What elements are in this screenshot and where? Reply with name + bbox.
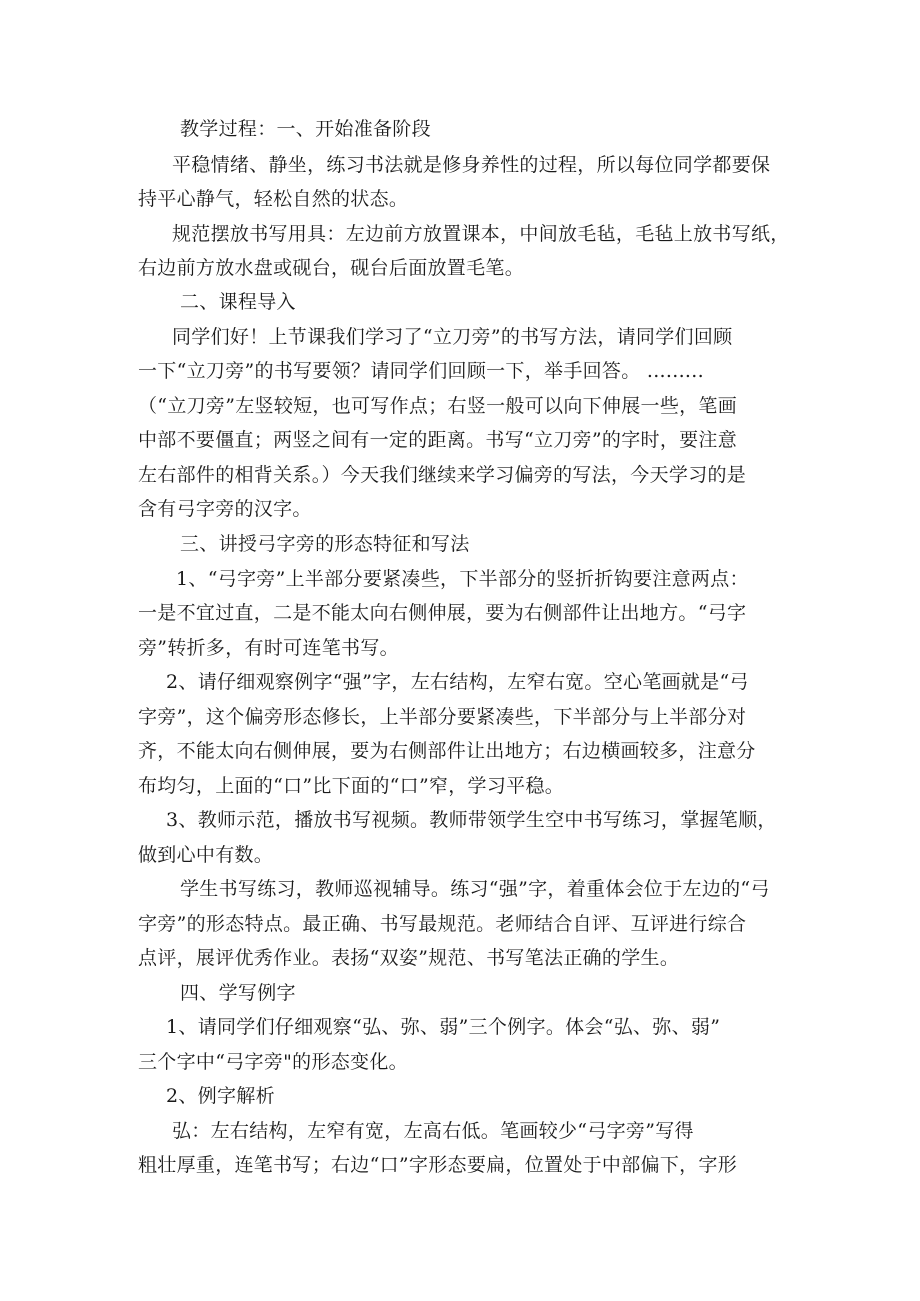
paragraph-line: 字旁”，这个偏旁形态修长，上半部分要紧凑些，下半部分与上半部分对 [138, 706, 747, 728]
paragraph-line: 含有弓字旁的汉字。 [138, 498, 312, 520]
paragraph-line: 规范摆放书写用具：左边前方放置课本，中间放毛毡，毛毡上放书写纸， [172, 223, 790, 245]
paragraph-line: 字旁”的形态特点。最正确、书写最规范。老师结合自评、互评进行综合 [138, 913, 747, 935]
paragraph-line: 做到心中有数。 [138, 844, 274, 866]
paragraph-line: 中部不要僵直；两竖之间有一定的距离。书写“立刀旁”的字时，要注意 [138, 429, 738, 451]
heading-teaching-process: 教学过程：一、开始准备阶段 [180, 118, 431, 140]
heading-example-characters: 四、学写例字 [180, 982, 296, 1004]
paragraph-line: 左右部件的相背关系。）今天我们继续来学习偏旁的写法，今天学习的是 [138, 464, 747, 486]
paragraph-line: 三个字中“弓字旁"的形态变化。 [138, 1051, 408, 1073]
paragraph-line: 点评，展评优秀作业。表扬“双姿”规范、书写笔法正确的学生。 [138, 947, 680, 969]
paragraph-line: 旁”转折多，有时可连笔书写。 [138, 637, 399, 659]
heading-course-intro: 二、课程导入 [180, 291, 296, 313]
paragraph-line: 平稳情绪、静坐，练习书法就是修身养性的过程，所以每位同学都要保 [172, 154, 771, 176]
paragraph-line: 1、“弓字旁”上半部分要紧凑些，下半部分的竖折折钩要注意两点： [176, 568, 749, 590]
paragraph-line: 粗壮厚重，连笔书写；右边“口”字形态要扁，位置处于中部偏下，字形 [138, 1154, 738, 1176]
paragraph-line: 右边前方放水盘或砚台，砚台后面放置毛笔。 [138, 257, 525, 279]
paragraph-line: （“立刀旁”左竖较短，也可写作点；右竖一般可以向下伸展一些，笔画 [138, 395, 738, 417]
paragraph-line: 一是不宜过直，二是不能太向右侧伸展，要为右侧部件让出地方。“弓字 [138, 602, 747, 624]
paragraph-line: 3、教师示范，播放书写视频。教师带领学生空中书写练习，掌握笔顺， [166, 809, 777, 831]
heading-radical-features: 三、讲授弓字旁的形态特征和写法 [180, 533, 470, 555]
paragraph-line: 齐，不能太向右侧伸展，要为右侧部件让出地方；右边横画较多，注意分 [138, 740, 756, 762]
subheading-example-analysis: 2、例字解析 [166, 1085, 275, 1107]
paragraph-line: 一下“立刀旁”的书写要领？请同学们回顾一下，举手回答。 ......... [138, 360, 704, 382]
paragraph-line: 1、请同学们仔细观察“弘、弥、弱”三个例字。体会“弘、弥、弱” [166, 1016, 721, 1038]
paragraph-line: 布均匀，上面的“口”比下面的“口”窄，学习平稳。 [138, 775, 565, 797]
paragraph-line: 2、请仔细观察例字“强”字，左右结构，左窄右宽。空心笔画就是“弓 [166, 671, 749, 693]
paragraph-line: 持平心静气，轻松自然的状态。 [138, 188, 409, 210]
paragraph-line: 弘：左右结构，左窄有宽，左高右低。笔画较少“弓字旁”写得 [172, 1120, 694, 1142]
paragraph-line: 同学们好！上节课我们学习了“立刀旁”的书写方法，请同学们回顾 [172, 326, 733, 348]
paragraph-line: 学生书写练习，教师巡视辅导。练习“强”字，着重体会位于左边的“弓 [180, 878, 770, 900]
